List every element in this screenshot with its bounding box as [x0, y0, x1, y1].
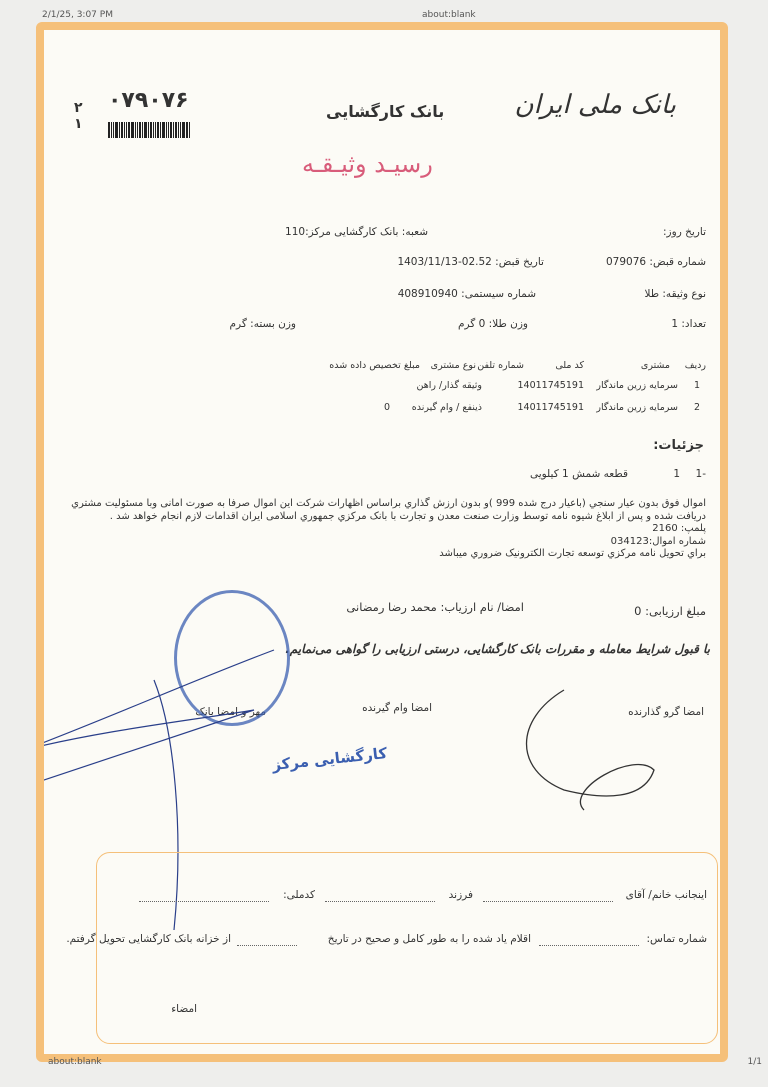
th-amount: مبلغ تخصیص داده شده [329, 360, 420, 371]
acceptance-statement: با قبول شرایط معامله و مقررات بانک کارگشایی، درستی ارزیابی را گواهی می‌نمایم. [285, 642, 710, 656]
date-label: تاریخ روز: [663, 226, 706, 238]
receipt-form-box [66, 852, 718, 1044]
print-datetime: 2/1/25, 3:07 PM [42, 10, 113, 20]
form-father-field[interactable] [325, 901, 435, 902]
row1-national-id: 14011745191 [517, 380, 584, 391]
print-url-bottom: about:blank [48, 1057, 102, 1067]
pledger-signature-label: امضا گرو گذارنده [628, 706, 704, 718]
bank-name: بانک کارگشایی [326, 102, 445, 121]
form-delivery-text: از خزانه بانک کارگشایی تحویل گرفتم. [66, 933, 231, 945]
form-national-id-label: کدملی: [283, 889, 315, 901]
details-title: جزئیات: [653, 438, 704, 453]
appraiser-name: امضا/ نام ارزیاب: محمد رضا رمضانی [346, 600, 524, 614]
th-national-id: کد ملی [555, 360, 584, 371]
form-name-label: اینجانب خانم/ آقای [625, 889, 707, 901]
item-index: -1 [695, 468, 706, 480]
bank-signature-label: مهر و امضا بانک [195, 706, 266, 718]
serial-number: ۰۷۹۰۷۶ [108, 88, 189, 113]
borrower-signature-label: امضا وام گیرنده [362, 702, 432, 714]
th-customer-type: نوع مشتری [430, 360, 476, 371]
stamp-text: کارگشایی مرکز [271, 744, 388, 774]
browser-header [42, 10, 476, 20]
row1-customer: سرمایه زرین ماندگار [596, 380, 678, 391]
th-row: ردیف [684, 360, 706, 371]
receipt-date: تاریخ قبض: 02.52-1403/11/13 [397, 256, 544, 268]
print-url-top: about:blank [422, 10, 476, 20]
form-name-field[interactable] [483, 901, 613, 902]
collateral-type: نوع وثیقه: طلا [644, 288, 706, 300]
appraisal-amount: مبلغ ارزیابی: 0 [634, 604, 706, 618]
item-qty: 1 [673, 468, 680, 480]
th-customer: مشتری [640, 360, 670, 371]
terms-text: اموال فوق بدون عیار سنجي (باعیار درج شده 999 )و بدون ارزش گذاري براساس اظهارات شرکت این اموال صرفا به صورت امانی وبا مسئولیت مشتري دریافت شده و پس از ابلاغ شیوه نامه توسط وزارت صنعت معدن و تجارت با بانک مرکزي جمهوري اسلامی ایران اقدامات لازم انجام خواهد شد . [71, 498, 706, 522]
receipt-number: شماره قبض: 079076 [606, 256, 706, 268]
row1-index: 1 [693, 380, 700, 391]
item-desc: قطعه شمش 1 کیلویی [529, 468, 628, 480]
receipt-title: رسیـد وثیـقـه [302, 150, 433, 178]
row2-customer: سرمایه زرین ماندگار [596, 402, 678, 413]
form-signature-label: امضاء [171, 1003, 197, 1015]
note-text: براي تحویل نامه مرکزي توسعه تجارت الکترونیک ضروري میباشد [439, 548, 706, 559]
receipt-sheet [36, 22, 728, 1062]
row1-type: وثیقه گذار/ راهن [416, 380, 482, 391]
th-phone: شماره تلفن [477, 360, 524, 371]
form-date-field[interactable] [237, 945, 297, 946]
branch: شعبه: بانک کارگشایی مرکز:110 [285, 226, 428, 238]
bank-logo: بانک ملی ایران [514, 90, 676, 120]
form-national-id-field[interactable] [139, 901, 269, 902]
row2-amount: 0 [383, 402, 390, 413]
row2-index: 2 [693, 402, 700, 413]
system-number: شماره سیستمی: 408910940 [397, 288, 536, 300]
asset-number: شماره اموال:034123 [610, 535, 706, 547]
row2-type: ذینفع / وام گیرنده [411, 402, 482, 413]
serial-side: ٢ ١ [74, 100, 83, 132]
package-weight: وزن بسته: گرم [229, 318, 296, 330]
print-page-number: 1/1 [747, 1057, 762, 1067]
row2-national-id: 14011745191 [517, 402, 584, 413]
form-phone-field[interactable] [539, 945, 639, 946]
form-phone-label: شماره تماس: [646, 933, 707, 945]
form-receipt-text: اقلام یاد شده را به طور کامل و صحیح در تاریخ [327, 933, 531, 945]
seal-number: پلمپ: 2160 [652, 523, 706, 534]
count: تعداد: 1 [671, 318, 706, 330]
gold-weight: وزن طلا: 0 گرم [457, 318, 528, 330]
form-father-label: فرزند [448, 889, 473, 901]
